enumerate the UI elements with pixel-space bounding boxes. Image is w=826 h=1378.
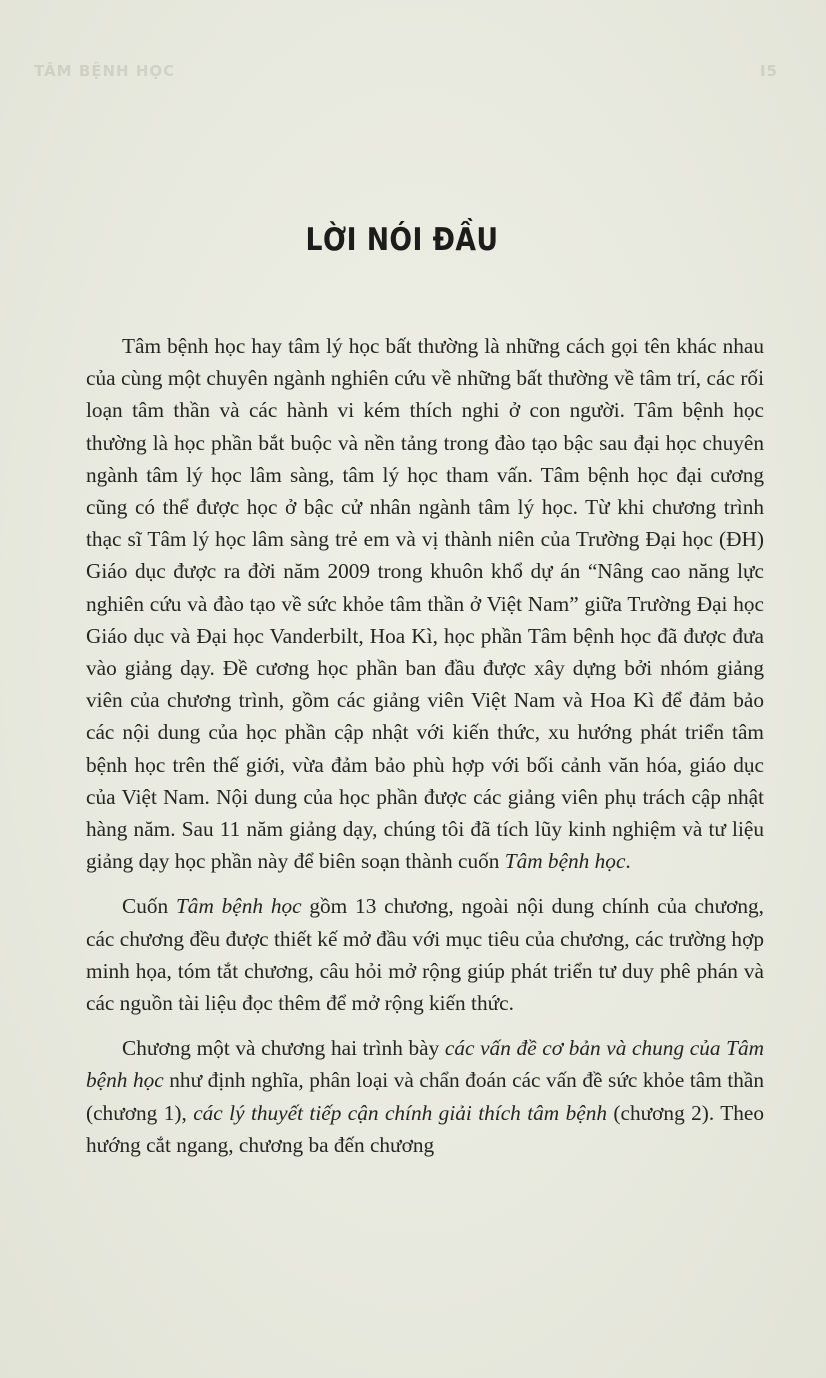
- paragraph-1-part-3: .: [625, 849, 631, 874]
- paragraph-2-part-1: Cuốn: [122, 894, 176, 919]
- paragraph-2-part-3: gồm 13 chương, ngoài nội dung chính của chương, các chương đều được thiết kế mở đầu với mục tiêu của chương, các trường hợp minh họa, tóm tắt chương, câu hỏi mở rộng giúp phát triển tư duy phê phán và các nguồn tài liệu đọc thêm để mở rộng kiến thức.: [86, 894, 764, 1016]
- paragraph-3-part-2: các vấn đề cơ bản và chung của Tâm bệnh học: [86, 1036, 765, 1093]
- paragraph-1-part-2: Tâm bệnh học: [504, 849, 626, 874]
- paragraph-1-part-1: Tâm bệnh học hay tâm lý học bất thường là những cách gọi tên khác nhau của cùng một chuyên ngành nghiên cứu về những bất thường về tâm trí, các rối loạn tâm thần và các hành vi kém thích nghi ở con người. Tâm bệnh học thường là học phần bắt buộc và nền tảng trong đào tạo bậc sau đại học chuyên ngành tâm lý học lâm sàng, tâm lý học tham vấn. Tâm bệnh học đại cương cũng có thể được học ở bậc cử nhân ngành tâm lý học. Từ khi chương trình thạc sĩ Tâm lý học lâm sàng trẻ em và vị thành niên của Trường Đại học (ĐH) Giáo dục được ra đời năm 2009 trong khuôn khổ dự án “Nâng cao năng lực nghiên cứu và đào tạo về sức khỏe tâm thần ở Việt Nam” giữa Trường Đại học Giáo dục và Đại học Vanderbilt, Hoa Kì, học phần Tâm bệnh học đã được đưa vào giảng dạy. Đề cương học phần ban đầu được xây dựng bởi nhóm giảng viên của chương trình, gồm các giảng viên Việt Nam và Hoa Kì để đảm bảo các nội dung của học phần cập nhật với kiến thức, xu hướng phát triển tâm bệnh học trên thế giới, vừa đảm bảo phù hợp với bối cảnh văn hóa, giáo dục của Việt Nam. Nội dung của học phần được các giảng viên phụ trách cập nhật hàng năm. Sau 11 năm giảng dạy, chúng tôi đã tích lũy kinh nghiệm và tư liệu giảng dạy học phần này để biên soạn thành cuốn: [86, 334, 764, 874]
- paragraph-2-part-2: Tâm bệnh học: [175, 894, 302, 919]
- paragraph-1: [86, 330, 764, 877]
- page-number: I5: [759, 62, 778, 80]
- paragraph-3-part-1: Chương một và chương hai trình bày: [122, 1036, 445, 1061]
- body-text: [86, 330, 764, 1161]
- running-head: [34, 62, 778, 86]
- paragraph-3-part-4: các lý thuyết tiếp cận chính giải thích tâm bệnh: [193, 1100, 607, 1125]
- paragraph-2: [86, 890, 764, 1019]
- page-title: LỜI NÓI ĐẦU: [305, 222, 499, 258]
- running-head-title: TÂM BỆNH HỌC: [34, 62, 176, 80]
- paragraph-3-part-5: (chương 2). Theo hướng cắt ngang, chương ba đến chương: [86, 1100, 764, 1157]
- paragraph-3: [86, 1032, 764, 1161]
- paragraph-3-part-3: như định nghĩa, phân loại và chẩn đoán các vấn đề sức khỏe tâm thần (chương 1),: [86, 1068, 764, 1125]
